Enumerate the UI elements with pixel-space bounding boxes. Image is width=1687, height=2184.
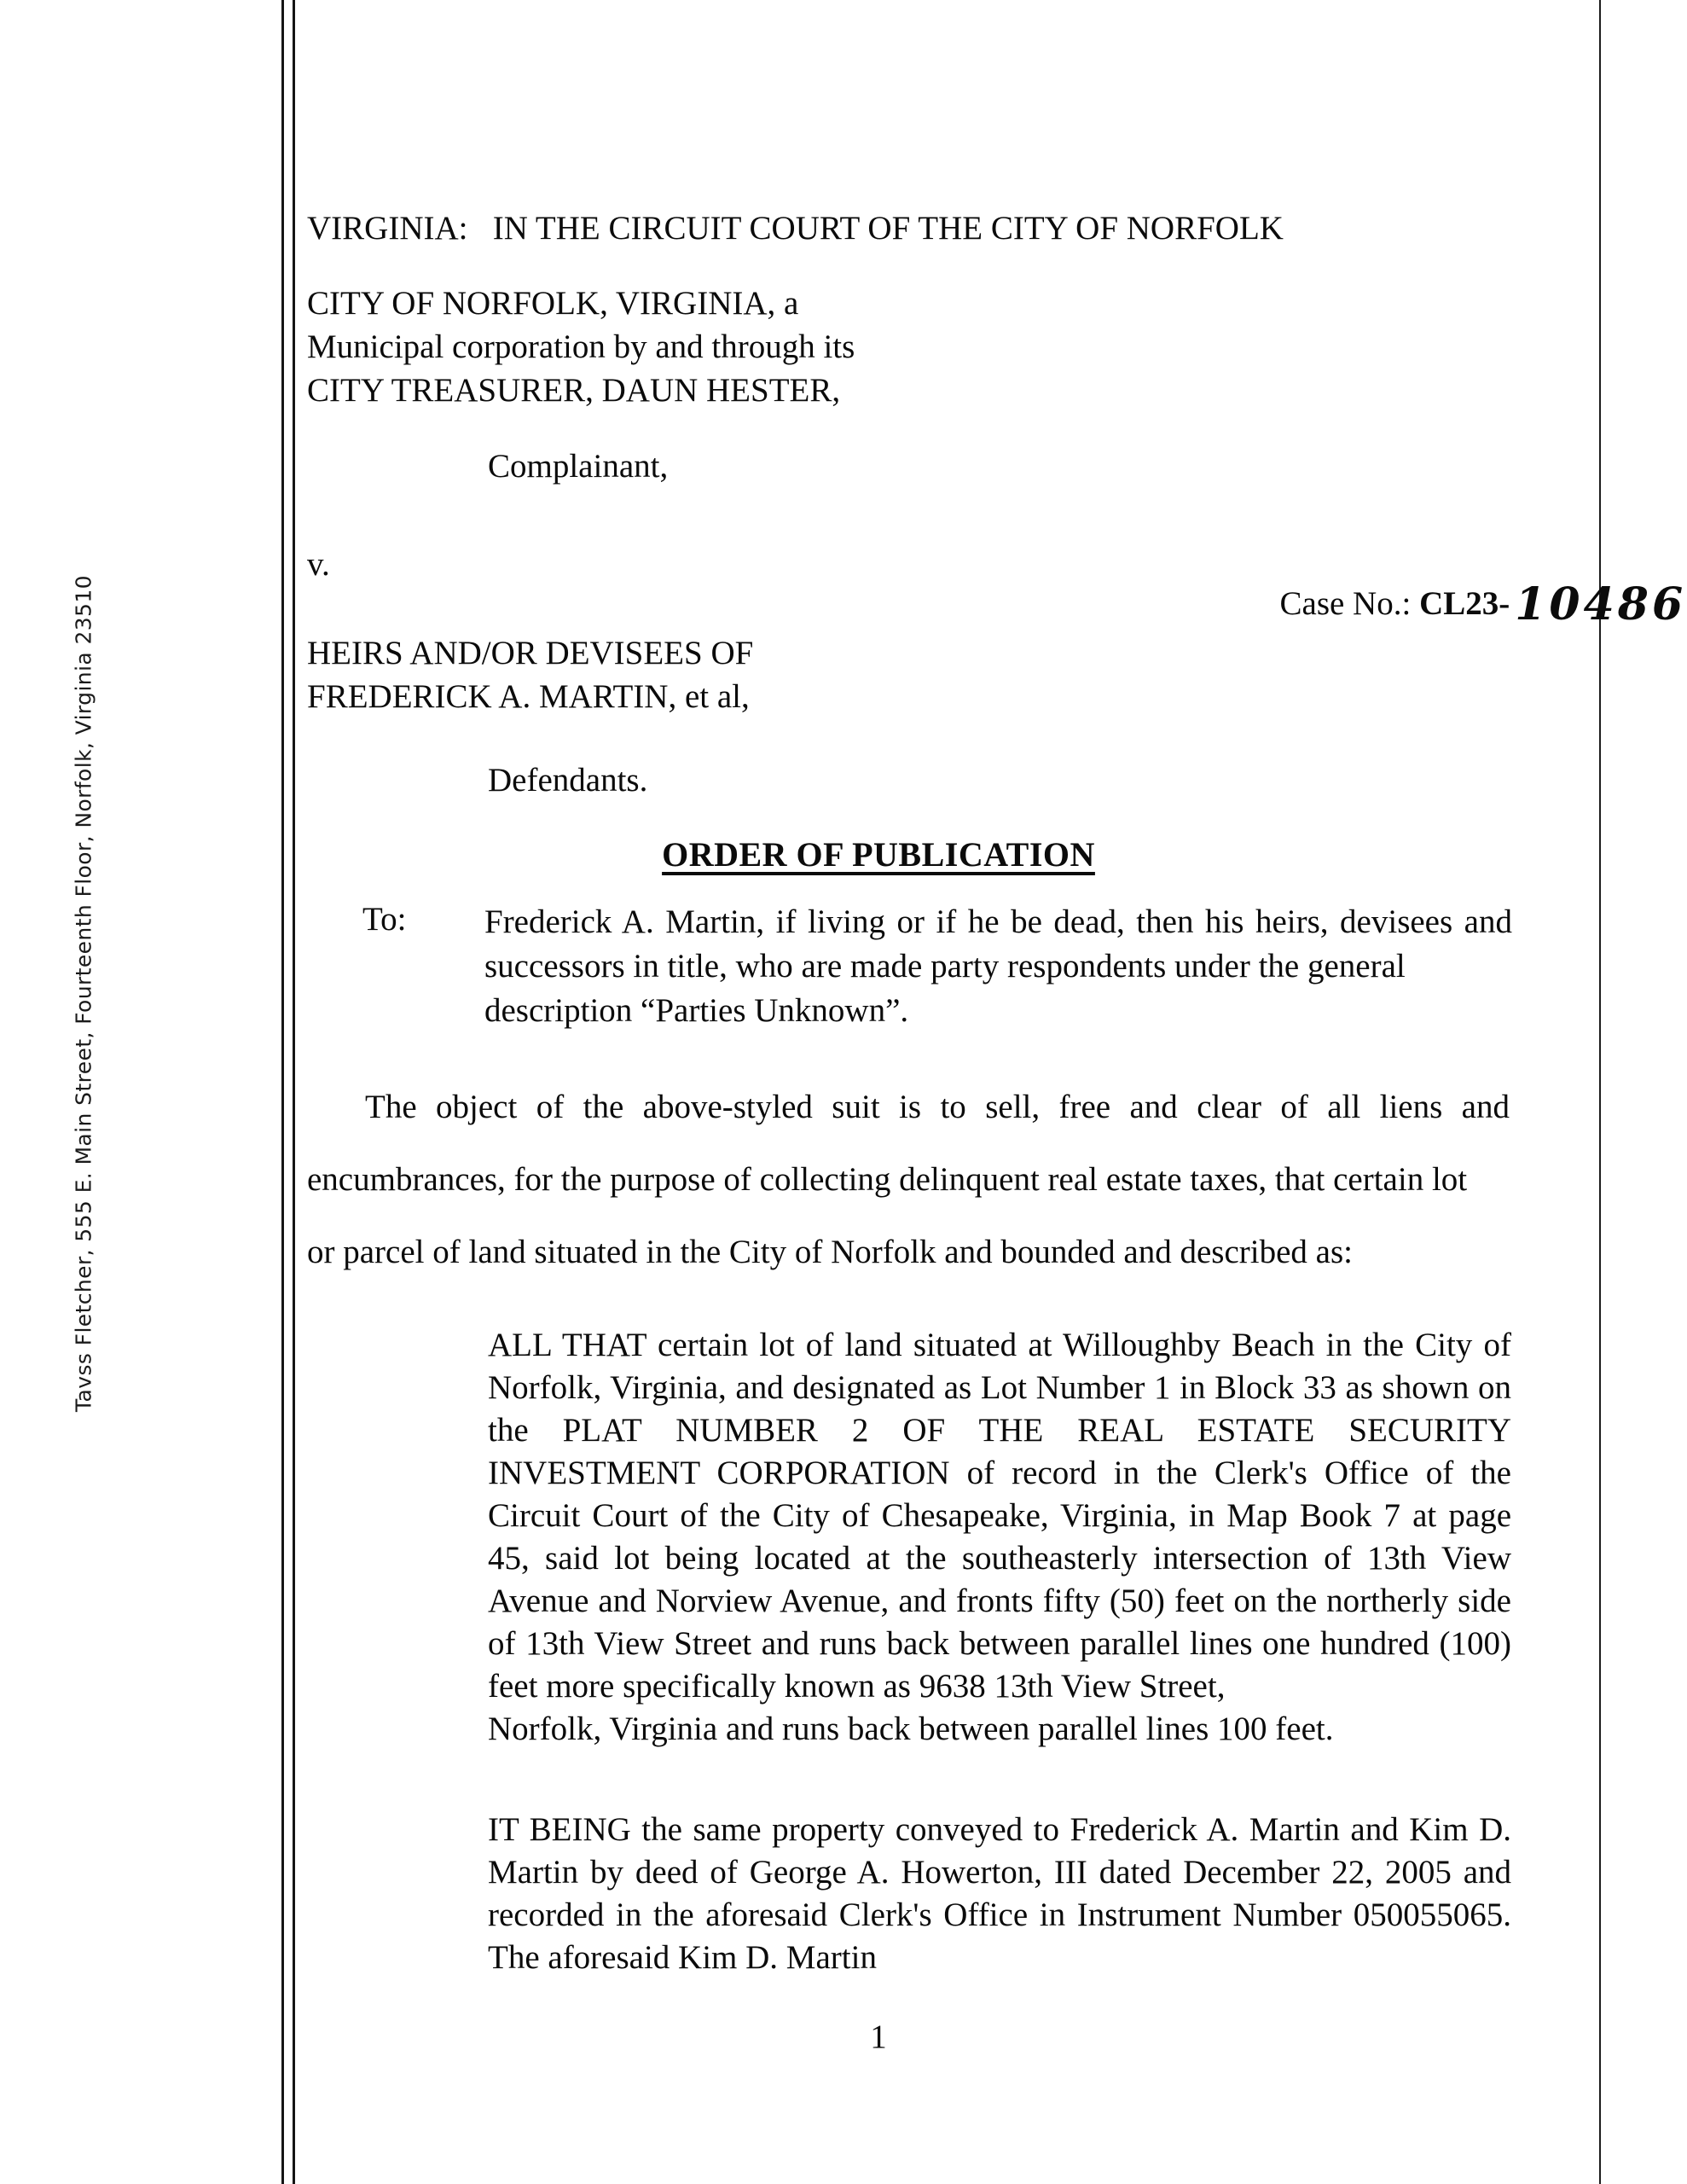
legal-description-1-body: ALL THAT certain lot of land situated at Willoughby Beach in the City of Norfolk, Virginia, and designated as Lot Number 1 in Block 33 as shown on the PLAT NUMBER 2 OF THE REAL ESTATE SECURITY INVESTMENT CORPORATION of record in the Clerk's Office of the Circuit Court of the City of Chesapeake, Virginia, in Map Book 7 at page 45, said lot being located at the southeasterly intersection of 13th View Avenue and Norview Avenue, and fronts fifty (50) feet on the northerly side of 13th View Street and runs back between parallel lines one hundred (100) feet more specifically known as 9638 13th View Street,	[488, 1327, 1511, 1705]
defendants-label: Defendants.	[488, 762, 648, 799]
object-paragraph-tail: or parcel of land situated in the City of Norfolk and bounded and described as:	[307, 1234, 1353, 1270]
defendant-line-1: HEIRS AND/OR DEVISEES OF	[307, 635, 754, 671]
plaintiff-line-2: Municipal corporation by and through its	[307, 328, 855, 365]
defendant-line-2: FREDERICK A. MARTIN, et al,	[307, 678, 750, 715]
notice-addressee-tail: description “Parties Unknown”.	[484, 992, 909, 1029]
to-label: To:	[362, 901, 407, 938]
complainant-label: Complainant,	[488, 448, 669, 485]
page-title: ORDER OF PUBLICATION	[662, 835, 1095, 874]
document-body	[307, 0, 1687, 2184]
case-number-label: Case No.:	[1279, 585, 1420, 622]
plaintiff-line-3: CITY TREASURER, DAUN HESTER,	[307, 372, 841, 409]
notice-addressee-text	[484, 900, 1512, 1033]
case-number	[1230, 540, 1686, 669]
law-firm-margin-imprint: Tavss Fletcher, 555 E. Main Street, Fourteenth Floor, Norfolk, Virginia 23510	[71, 575, 96, 1412]
pleading-rule-left-outer	[281, 0, 284, 2184]
case-number-handwritten-digits: 10486	[1515, 578, 1687, 630]
defendant-caption	[307, 631, 753, 718]
plaintiff-line-1: CITY OF NORFOLK, VIRGINIA, a	[307, 285, 799, 322]
pleading-rule-left-inner	[293, 0, 295, 2184]
notice-addressee-body: Frederick A. Martin, if living or if he be dead, then his heirs, devisees and successors in title, who are made party respondents under the general	[484, 903, 1512, 985]
notice-addressee-block	[307, 900, 1510, 1033]
page-number: 1	[870, 2018, 887, 2055]
case-number-prefix: CL23-	[1419, 585, 1510, 622]
court-header: VIRGINIA: IN THE CIRCUIT COURT OF THE CITY OF NORFOLK	[307, 210, 1284, 247]
pleading-rule-right	[1599, 0, 1601, 2184]
versus-label: v.	[307, 546, 330, 583]
legal-description-paragraph-2: IT BEING the same property conveyed to Frederick A. Martin and Kim D. Martin by deed of George A. Howerton, III dated December 22, 2005 and recorded in the aforesaid Clerk's Office in Instrument Number 050055065. The aforesaid Kim D. Martin	[488, 1811, 1511, 1976]
object-paragraph-body: The object of the above-styled suit is to sell, free and clear of all liens and encumbrances, for the purpose of collecting delinquent real estate taxes, that certain lot	[307, 1089, 1510, 1198]
object-of-suit-paragraph	[307, 1071, 1510, 1288]
object-paragraph	[307, 1071, 1510, 1288]
legal-description-1-tail: Norfolk, Virginia and runs back between parallel lines 100 feet.	[488, 1711, 1334, 1747]
plaintiff-caption	[307, 282, 855, 412]
legal-description-paragraph-1	[488, 1324, 1511, 1751]
